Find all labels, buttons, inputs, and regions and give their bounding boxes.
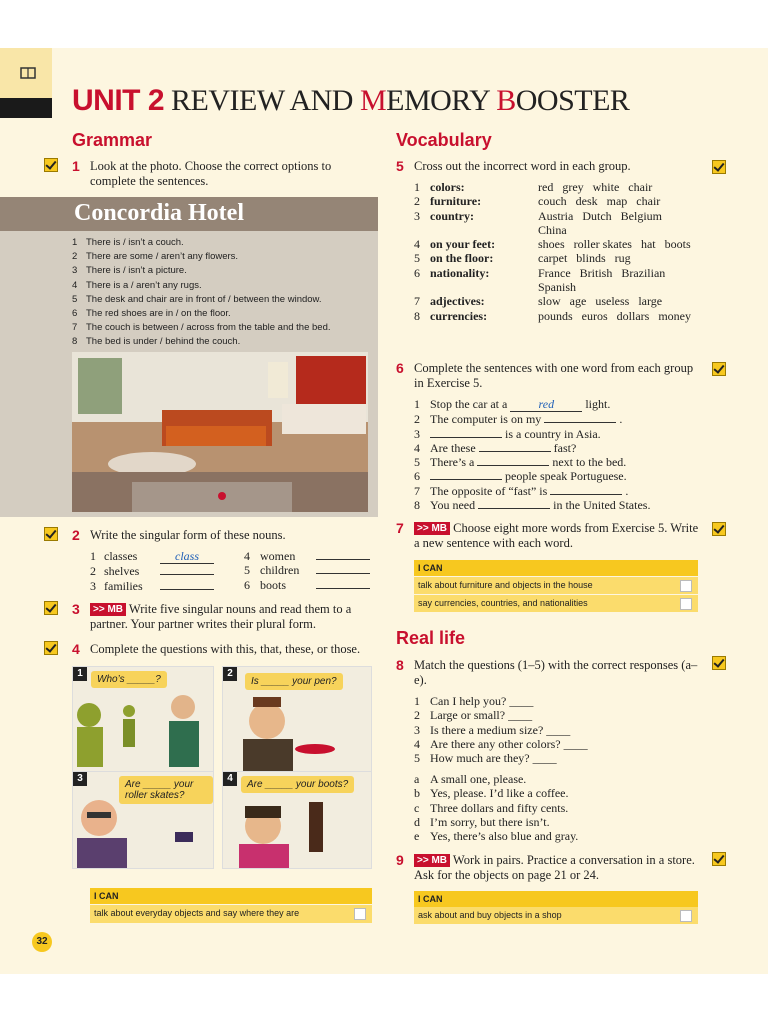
answer-blank[interactable] — [550, 494, 622, 495]
checkbox-icon[interactable] — [712, 522, 726, 536]
item-number: 3 — [414, 208, 420, 223]
item-letter: d — [414, 814, 420, 829]
hotel-sentence — [72, 335, 331, 349]
noun-row — [90, 564, 240, 578]
mb-badge: >> MB — [414, 522, 450, 535]
ican-checkbox[interactable] — [354, 908, 366, 920]
sentence-row — [414, 427, 704, 441]
speech-bubble: Who’s _____? — [91, 671, 167, 688]
word-group: red grey white chair — [538, 180, 653, 194]
item-number: 1 — [90, 549, 96, 563]
group-label: nationality: — [430, 265, 490, 280]
ican-item: say currencies, countries, and nationalities — [414, 595, 698, 612]
exercise-5-list — [414, 180, 694, 323]
group-label: colors: — [430, 180, 465, 194]
sentence-start: The computer is on my — [430, 412, 545, 427]
word-group: France British Brazilian Spanish — [538, 265, 675, 295]
checkbox-icon[interactable] — [44, 601, 58, 615]
item-number: 5 — [414, 455, 420, 470]
sentence-text: There is / isn’t a picture. — [86, 265, 187, 277]
sentence-row — [414, 412, 704, 426]
question-text: Is there a medium size? ____ — [430, 722, 571, 737]
sentence-end: in the United States. — [550, 498, 651, 513]
answer-row — [414, 829, 704, 843]
sentence-row — [414, 397, 704, 412]
answer-blank[interactable] — [430, 479, 502, 480]
item-number: 4 — [244, 549, 250, 563]
noun-word: classes — [104, 549, 138, 563]
item-number: 1 — [414, 397, 420, 411]
word-group: slow age useless large — [538, 294, 663, 309]
item-number: 3 — [72, 265, 78, 277]
sentence-start: The opposite of “fast” is — [430, 483, 551, 498]
exercise-2: 2 Write the singular form of these nouns. — [72, 527, 286, 543]
question-text: Large or small? ____ — [430, 708, 533, 723]
answer-row — [414, 772, 704, 786]
group-label: country: — [430, 208, 474, 223]
item-number: 1 — [414, 180, 420, 194]
old-man-illustration — [73, 772, 213, 868]
question-row — [414, 737, 704, 751]
book-icon — [20, 66, 36, 80]
checkbox-icon[interactable] — [712, 160, 726, 174]
item-number: 7 — [414, 294, 420, 309]
sentence-row — [414, 455, 704, 469]
ican-checkbox[interactable] — [680, 910, 692, 922]
sentence-start: There’s a — [430, 455, 478, 470]
item-number: 6 — [414, 469, 420, 484]
item-number: 2 — [414, 194, 420, 209]
hotel-sentence — [72, 293, 331, 307]
checkbox-icon[interactable] — [44, 158, 58, 172]
sentence-end: next to the bed. — [549, 455, 627, 470]
exercise-2-right-list — [244, 549, 384, 592]
sentence-start: Stop the car at a — [430, 397, 511, 411]
ican-item: talk about everyday objects and say where they are — [90, 905, 372, 923]
exercise-1: 1 Look at the photo. Choose the correct options to complete the sentences. — [72, 158, 332, 188]
woman-illustration — [223, 772, 371, 868]
answer-text: Three dollars and fifty cents. — [430, 800, 569, 815]
noun-word: families — [104, 578, 143, 593]
man-illustration — [223, 667, 371, 771]
item-number: 4 — [72, 279, 78, 291]
mb-badge: >> MB — [90, 603, 126, 616]
sentence-end: is a country in Asia. — [502, 426, 601, 441]
sentence-end: . — [622, 483, 629, 498]
ican-item: ask about and buy objects in a shop — [414, 907, 698, 924]
real-life-heading: Real life — [396, 628, 466, 648]
exercise-8-questions — [414, 694, 704, 765]
exercise-5: 5 Cross out the incorrect word in each group. — [396, 158, 631, 174]
vocabulary-heading: Vocabulary — [396, 130, 492, 150]
item-number: 6 — [72, 308, 78, 320]
answer-blank[interactable] — [544, 422, 616, 423]
hotel-sentence — [72, 307, 331, 321]
picture-2: 2 Is _____ your pen? — [222, 666, 372, 772]
group-label: on the floor: — [430, 251, 494, 266]
question-text: How much are they? ____ — [430, 751, 557, 766]
mb-badge: >> MB — [414, 854, 450, 867]
item-number: 3 — [414, 722, 420, 737]
item-number: 7 — [72, 322, 78, 334]
exercise-7: 7 >> MB Choose eight more words from Exercise 5. Write a new sentence with each word. — [396, 520, 699, 550]
speech-bubble: Are _____ your roller skates? — [119, 776, 213, 804]
item-number: 5 — [72, 293, 78, 305]
exercise-6: 6 Complete the sentences with one word from each group in Exercise 5. — [396, 360, 694, 390]
answer-row — [414, 801, 704, 815]
answer-text: Yes, there’s also blue and gray. — [430, 829, 579, 844]
answer-text: Yes, please. I’d like a coffee. — [430, 786, 569, 801]
word-group-row — [414, 209, 694, 238]
picture-1: 1 Who’s _____? — [72, 666, 214, 772]
sentence-text: There is a / aren’t any rugs. — [86, 279, 202, 291]
word-group: shoes roller skates hat boots — [538, 237, 691, 252]
item-number: 5 — [244, 563, 250, 578]
question-text: Are there any other colors? ____ — [430, 736, 588, 751]
exercise-3: 3 >> MB Write five singular nouns and read them to a partner. Your partner writes their plural form. — [72, 601, 352, 631]
people-illustration — [73, 667, 213, 771]
page-number: 32 — [32, 932, 52, 952]
word-group-row — [414, 251, 694, 265]
sentence-end: people speak Portuguese. — [502, 469, 627, 484]
ican-checkbox[interactable] — [680, 598, 692, 610]
sentence-start: You need — [430, 498, 479, 513]
answer-blank[interactable]: red — [510, 397, 582, 412]
checkbox-icon[interactable] — [44, 641, 58, 655]
noun-row — [244, 549, 384, 563]
item-number: 6 — [244, 577, 250, 592]
sentence-text: There are some / aren’t any flowers. — [86, 251, 239, 263]
question-row — [414, 723, 704, 737]
noun-row — [244, 563, 384, 577]
checkbox-icon[interactable] — [712, 852, 726, 866]
item-number: 8 — [72, 336, 78, 348]
item-number: 3 — [414, 426, 420, 441]
answer-blank[interactable] — [316, 559, 370, 560]
hotel-title: Concordia Hotel — [74, 200, 244, 226]
hotel-sentence — [72, 321, 331, 335]
group-label: currencies: — [430, 308, 488, 323]
item-number: 8 — [414, 308, 420, 323]
item-number: 3 — [90, 578, 96, 593]
item-number: 2 — [72, 251, 78, 263]
answer-text: A small one, please. — [430, 772, 527, 786]
item-number: 4 — [414, 237, 420, 252]
sentence-text: The desk and chair are in front of / between the window. — [86, 293, 322, 305]
ican-label: I CAN — [90, 888, 372, 904]
grammar-heading: Grammar — [72, 130, 153, 150]
item-letter: b — [414, 786, 420, 801]
exercise-9: 9 >> MB Work in pairs. Practice a conversation in a store. Ask for the objects on page 21 or 24. — [396, 852, 695, 882]
sentence-end: . — [616, 412, 623, 427]
answer-blank[interactable]: class — [160, 549, 214, 564]
sentence-text: There is / isn’t a couch. — [86, 237, 184, 248]
question-row — [414, 751, 704, 765]
answer-blank[interactable] — [160, 589, 214, 590]
sentence-row — [414, 484, 704, 498]
sentence-text: The bed is under / behind the couch. — [86, 336, 241, 348]
noun-word: shelves — [104, 564, 140, 579]
exercise-8-answers — [414, 772, 704, 843]
answer-blank[interactable] — [477, 465, 549, 466]
group-label: adjectives: — [430, 294, 485, 309]
hotel-sentence — [72, 264, 331, 278]
noun-row — [90, 579, 240, 593]
word-group-row — [414, 194, 694, 208]
question-text: Can I help you? ____ — [430, 694, 534, 708]
title-bar — [0, 98, 52, 118]
item-letter: e — [414, 829, 420, 844]
speech-bubble: Are _____ your boots? — [241, 776, 354, 793]
checkbox-icon[interactable] — [44, 527, 58, 541]
item-number: 1 — [414, 694, 420, 708]
group-label: furniture: — [430, 194, 482, 209]
answer-blank[interactable] — [479, 451, 551, 452]
sentence-row — [414, 441, 704, 455]
item-number: 4 — [414, 440, 420, 455]
word-group: pounds euros dollars money — [538, 308, 691, 323]
checkbox-icon[interactable] — [712, 362, 726, 376]
word-group: couch desk map chair — [538, 194, 661, 209]
word-group-row — [414, 237, 694, 251]
item-number: 6 — [414, 265, 420, 280]
answer-blank[interactable] — [316, 573, 370, 574]
sentence-text: The red shoes are in / on the floor. — [86, 308, 231, 320]
noun-word: children — [260, 563, 300, 578]
answer-row — [414, 815, 704, 829]
sentence-row — [414, 498, 704, 512]
ican-checkbox[interactable] — [680, 580, 692, 592]
noun-row — [244, 578, 384, 592]
checkbox-icon[interactable] — [712, 656, 726, 670]
item-number: 2 — [90, 564, 96, 579]
item-number: 4 — [414, 736, 420, 751]
word-group-row — [414, 266, 694, 295]
speech-bubble: Is _____ your pen? — [245, 673, 343, 690]
sentence-end: light. — [582, 397, 611, 411]
sentence-start: Are these — [430, 440, 479, 455]
answer-blank[interactable] — [430, 437, 502, 438]
exercise-6-list — [414, 397, 704, 512]
answer-blank[interactable] — [316, 588, 370, 589]
sentence-row — [414, 469, 704, 483]
group-label: on your feet: — [430, 237, 496, 252]
hotel-sentence-list — [72, 236, 331, 350]
picture-4: 4 Are _____ your boots? — [222, 771, 372, 869]
answer-text: I’m sorry, but there isn’t. — [430, 814, 550, 829]
hotel-sentence — [72, 279, 331, 293]
sentence-text: The couch is between / across from the table and the bed. — [86, 322, 331, 334]
noun-word: women — [260, 549, 296, 563]
item-number: 2 — [414, 708, 420, 723]
item-letter: c — [414, 800, 420, 815]
hotel-sentence — [72, 236, 331, 250]
answer-blank[interactable] — [160, 574, 214, 575]
hotel-sentence — [72, 250, 331, 264]
exercise-4: 4 Complete the questions with this, that, these, or those. — [72, 641, 361, 657]
ican-item: talk about furniture and objects in the house — [414, 577, 698, 594]
exercise-8: 8 Match the questions (1–5) with the correct responses (a–e). — [396, 657, 698, 687]
word-group-row — [414, 180, 694, 194]
noun-word: boots — [260, 577, 287, 592]
item-number: 5 — [414, 251, 420, 266]
ican-label: I CAN — [414, 891, 698, 907]
hotel-room-photo — [72, 352, 368, 512]
item-number: 5 — [414, 751, 420, 766]
question-row — [414, 708, 704, 722]
answer-blank[interactable] — [478, 508, 550, 509]
word-group-row — [414, 309, 694, 323]
item-number: 2 — [414, 412, 420, 427]
ican-label: I CAN — [414, 560, 698, 576]
item-letter: a — [414, 772, 420, 786]
word-group: Austria Dutch Belgium China — [538, 208, 671, 237]
picture-3: 3 Are _____ your roller skates? — [72, 771, 214, 869]
word-group-row — [414, 294, 694, 308]
word-group: carpet blinds rug — [538, 251, 631, 266]
page-title: UNIT 2 REVIEW AND MEMORY BOOSTER — [72, 84, 630, 117]
item-number: 8 — [414, 498, 420, 513]
answer-row — [414, 786, 704, 800]
sentence-end: fast? — [550, 440, 577, 455]
item-number: 7 — [414, 483, 420, 498]
item-number: 1 — [72, 237, 78, 248]
question-row — [414, 694, 704, 708]
exercise-2-left-list — [90, 549, 240, 593]
noun-row — [90, 549, 240, 564]
